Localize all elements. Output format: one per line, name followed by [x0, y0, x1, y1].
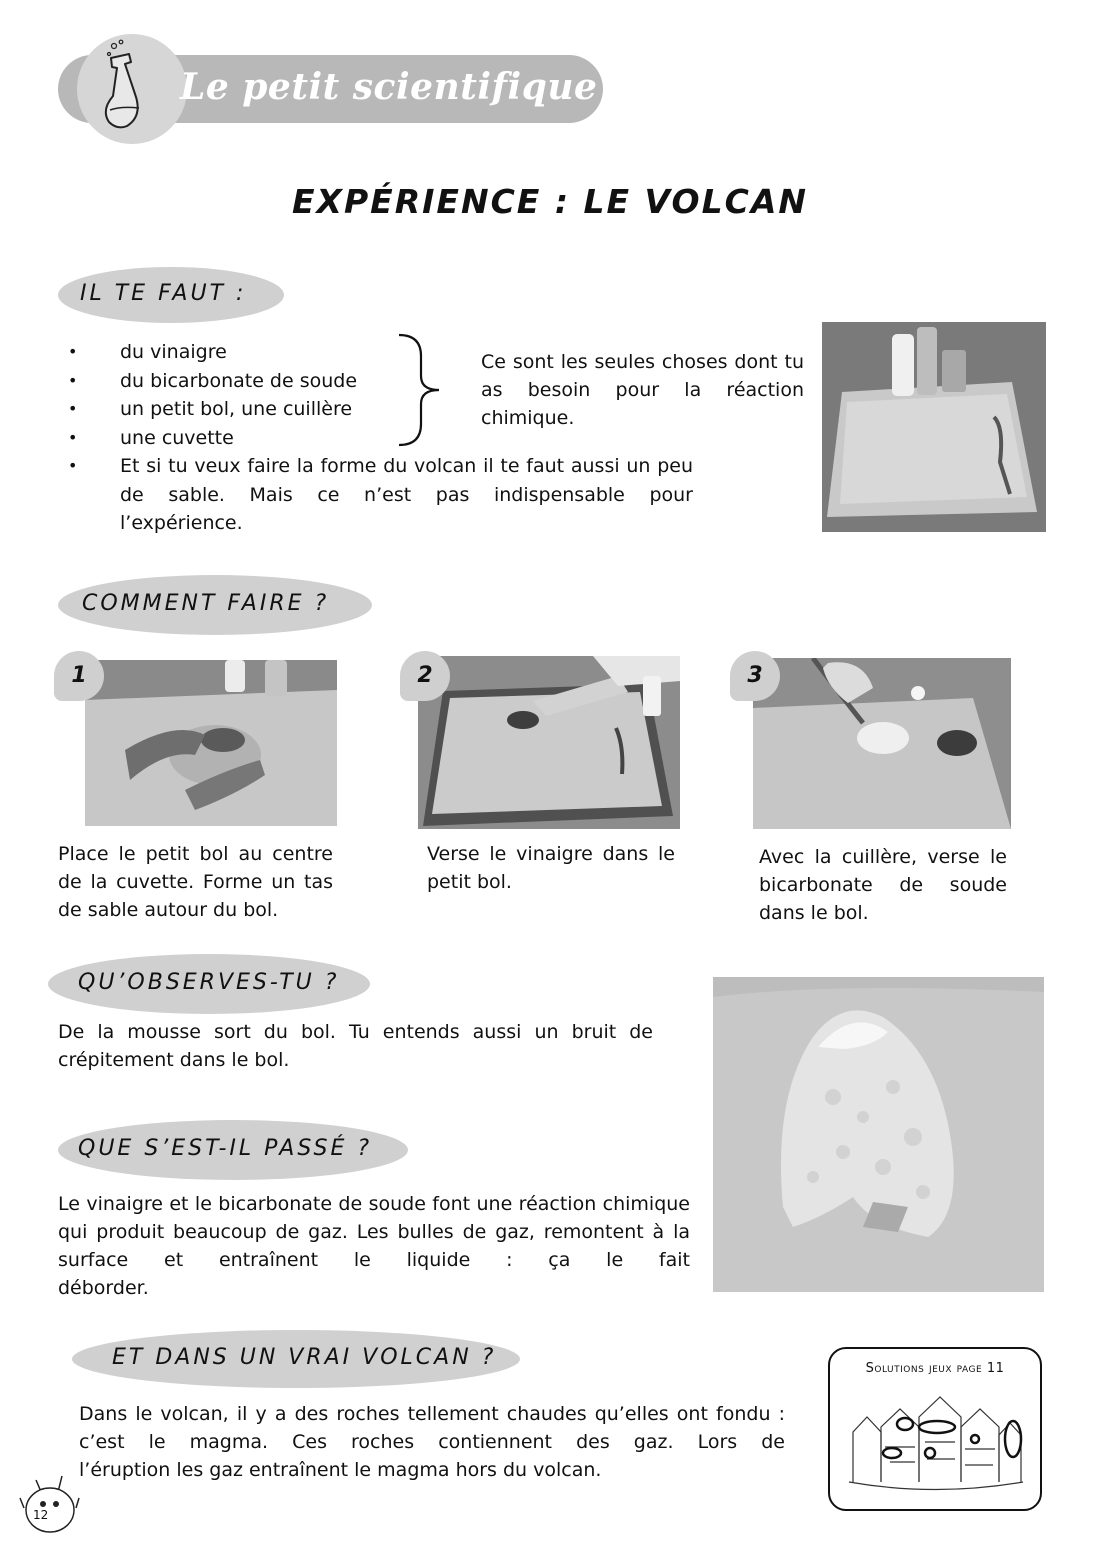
volcano-photo [713, 977, 1044, 1292]
step-2-text: Verse le vinaigre dans le petit bol. [427, 843, 675, 893]
materials-photo [822, 322, 1046, 532]
step-3-text: Avec la cuillère, verse le bicarbonate de soude dans le bol. [759, 846, 1007, 924]
happened-text-end: déborder. [58, 1277, 149, 1299]
real-volcano-text: Dans le volcan, il y a des roches tellement chaudes qu’elles ont fondu : c’est le magma. Ces roches contiennent des gaz. Lors de [79, 1403, 785, 1453]
section-heading-happened: QUE S’EST-IL PASSÉ ? [78, 1136, 373, 1161]
step-2-badge [400, 651, 450, 701]
step-2-photo [418, 656, 680, 829]
solutions-title: Solutions jeux page 11 [865, 1361, 1005, 1376]
list-item: • du bicarbonate de soude [58, 367, 418, 396]
section-heading-materials: IL TE FAUT : [80, 281, 247, 306]
header-title: Le petit scientifique [180, 66, 598, 108]
brace-icon [395, 332, 455, 448]
brace-note: Ce sont les seules choses dont tu as besoin pour la réaction chimique. [481, 351, 804, 429]
list-item: • du vinaigre [58, 338, 418, 367]
materials-extra-text: Et si tu veux faire la forme du volcan il te faut aussi un peu de sable. Mais ce n’est pas indispensable pour [120, 455, 693, 506]
section-heading-observe: QU’OBSERVES-TU ? [78, 970, 340, 995]
page-title: EXPÉRIENCE : LE VOLCAN [292, 182, 808, 221]
step-1-badge [54, 651, 104, 701]
real-volcano-text-end: l’éruption les gaz entraînent le magma hors du volcan. [79, 1459, 602, 1481]
solutions-box [828, 1347, 1042, 1511]
step-3-badge [730, 651, 780, 701]
step-1-photo [85, 660, 337, 826]
materials-list [58, 338, 418, 452]
list-item: • une cuvette [58, 424, 418, 453]
step-number: 3 [747, 663, 763, 688]
page-number: 12 [33, 1508, 49, 1522]
section-heading-how: COMMENT FAIRE ? [82, 591, 330, 616]
materials-extra-text-end: l’expérience. [120, 512, 243, 534]
solutions-castle-drawing [845, 1387, 1025, 1497]
step-1-text: Place le petit bol au centre de la cuvette. Forme un tas de sable autour du bol. [58, 843, 333, 921]
step-number: 1 [71, 663, 87, 688]
observe-text: De la mousse sort du bol. Tu entends aussi un bruit de crépitement dans le bol. [58, 1021, 653, 1071]
section-heading-real: ET DANS UN VRAI VOLCAN ? [112, 1345, 497, 1370]
header-icon-circle [77, 34, 187, 144]
step-3-photo [753, 658, 1011, 829]
mascot-icon [18, 1468, 80, 1538]
flask-icon [77, 34, 187, 144]
step-number: 2 [417, 663, 433, 688]
happened-text: Le vinaigre et le bicarbonate de soude font une réaction chimique qui produit beaucoup de gaz. Les bulles de gaz, remontent à la surface et entraînent le liquide : ça le fait [58, 1193, 690, 1271]
list-item: • un petit bol, une cuillère [58, 395, 418, 424]
